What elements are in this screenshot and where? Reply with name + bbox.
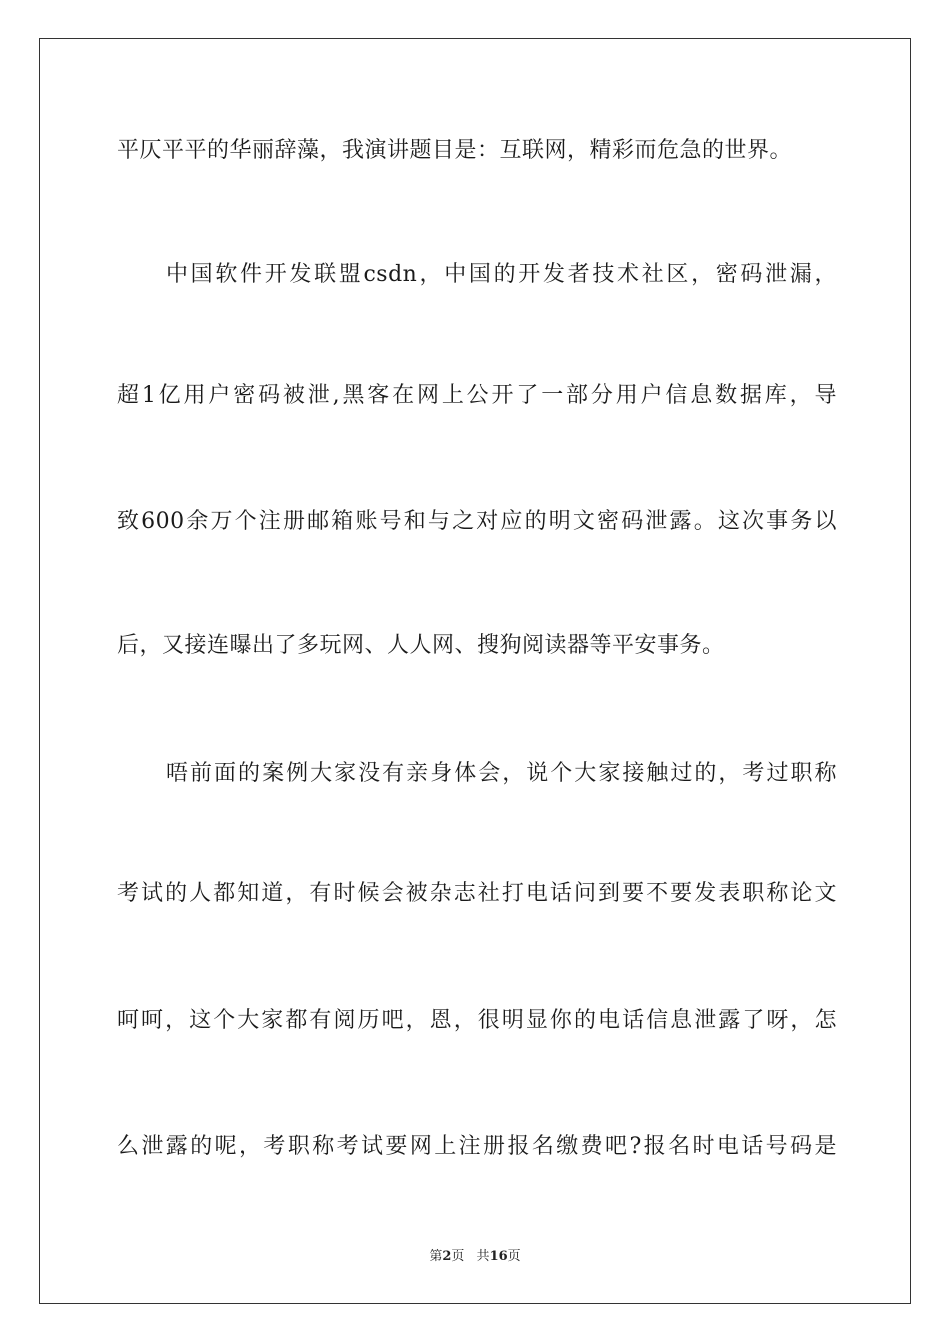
page-prefix: 第 xyxy=(429,1249,443,1264)
page-suffix: 页 xyxy=(451,1249,465,1264)
text-line-2: 中国软件开发联盟csdn，中国的开发者技术社区，密码泄漏， xyxy=(166,262,837,287)
page-number: 2 xyxy=(442,1249,452,1264)
text-line-4: 致600余万个注册邮箱账号和与之对应的明文密码泄露。这次事务以 xyxy=(117,509,837,534)
text-line-8: 呵呵，这个大家都有阅历吧，恩，很明显你的电话信息泄露了呀，怎 xyxy=(117,1008,837,1033)
page-footer xyxy=(0,1248,950,1266)
total-suffix: 页 xyxy=(507,1249,521,1264)
text-line-7: 考试的人都知道，有时候会被杂志社打电话问到要不要发表职称论文 xyxy=(117,881,837,906)
text-line-5: 后，又接连曝出了多玩网、人人网、搜狗阅读器等平安事务。 xyxy=(117,633,725,658)
page-border xyxy=(39,38,911,1304)
text-line-1: 平仄平平的华丽辞藻，我演讲题目是：互联网，精彩而危急的世界。 xyxy=(117,138,793,163)
total-prefix: 共 xyxy=(476,1249,490,1264)
total-pages: 16 xyxy=(489,1249,508,1264)
text-line-3: 超1亿用户密码被泄,黑客在网上公开了一部分用户信息数据库，导 xyxy=(117,383,837,408)
total-indicator xyxy=(477,1249,521,1264)
text-line-6: 唔前面的案例大家没有亲身体会，说个大家接触过的，考过职称 xyxy=(166,761,837,786)
page-indicator xyxy=(429,1249,464,1264)
text-line-9: 么泄露的呢，考职称考试要网上注册报名缴费吧?报名时电话号码是 xyxy=(117,1134,837,1159)
